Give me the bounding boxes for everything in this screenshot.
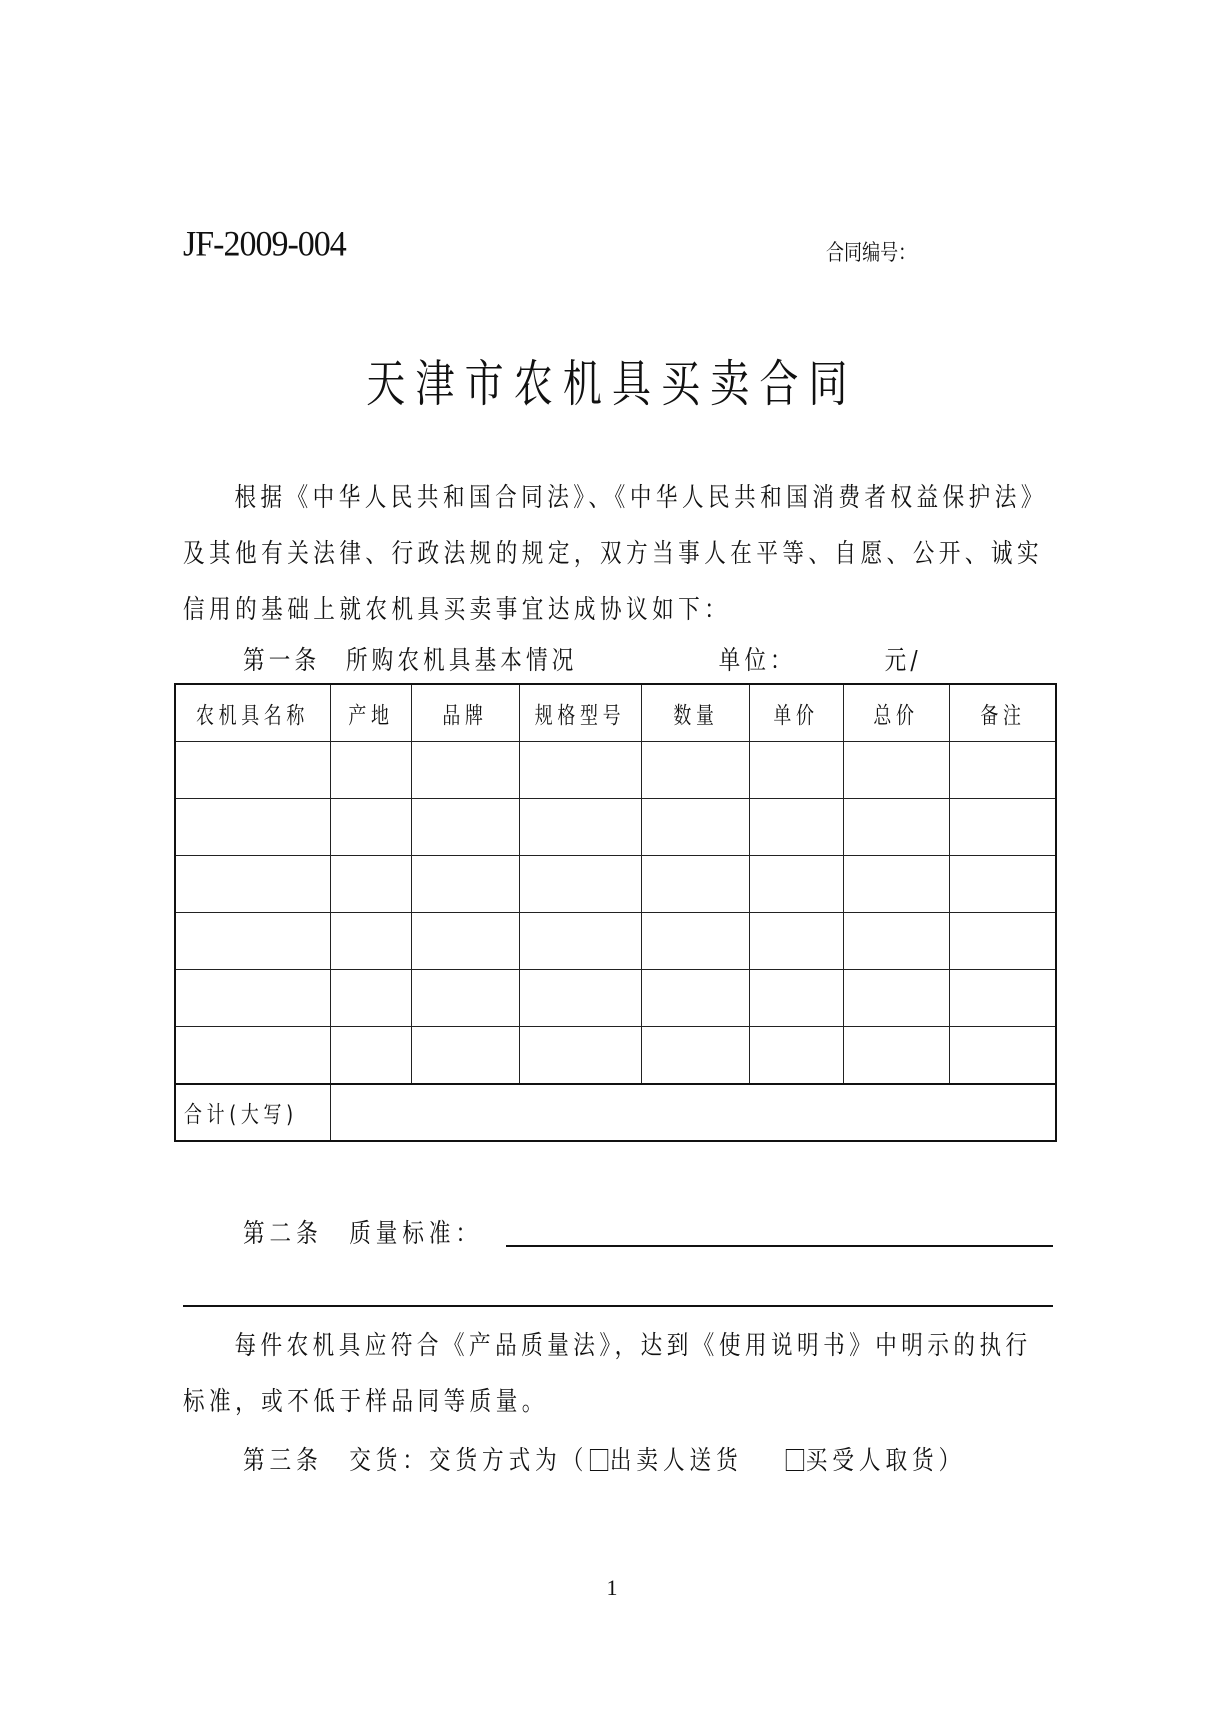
table-cell[interactable] (412, 856, 519, 913)
table-cell[interactable] (843, 1027, 949, 1085)
table-row (175, 856, 1056, 913)
table-cell[interactable] (330, 799, 411, 856)
table-cell[interactable] (412, 970, 519, 1027)
column-header: 规格型号 (519, 684, 642, 742)
unit-label: 单位： (718, 646, 796, 676)
table-cell[interactable] (330, 913, 411, 970)
preamble-paragraph: 根据《中华人民共和国合同法》、《中华人民共和国消费者权益保护法》及其他有关法律、行政法规的规定，双方当事人在平等、自愿、公开、诚实信用的基础上就农机具买卖事宜达成协议如下： (183, 483, 1047, 625)
article-2-heading: 第二条 质量标准： (243, 1219, 483, 1249)
column-header: 单价 (750, 684, 843, 742)
table-cell[interactable] (519, 1027, 642, 1085)
table-cell[interactable] (843, 970, 949, 1027)
article-1-heading: 第一条 所购农机具基本情况 (243, 646, 578, 676)
table-cell[interactable] (519, 856, 642, 913)
table-row (175, 970, 1056, 1027)
checkbox-buyer-pickup[interactable] (786, 1449, 804, 1471)
page-number: 1 (606, 1575, 618, 1600)
column-header: 农机具名称 (175, 684, 330, 742)
table-cell[interactable] (750, 856, 843, 913)
table-cell[interactable] (642, 970, 750, 1027)
table-cell[interactable] (750, 742, 843, 799)
table-cell[interactable] (750, 1027, 843, 1085)
table-cell[interactable] (175, 799, 330, 856)
table-row (175, 799, 1056, 856)
total-value-field[interactable] (330, 1084, 1056, 1141)
table-cell[interactable] (175, 742, 330, 799)
option-buyer-pickup-label: 买受人取货 (805, 1446, 939, 1476)
table-cell[interactable] (950, 799, 1056, 856)
table-cell[interactable] (750, 970, 843, 1027)
column-header: 品牌 (412, 684, 519, 742)
table-cell[interactable] (950, 856, 1056, 913)
article-2-body: 每件农机具应符合《产品质量法》，达到《使用说明书》中明示的执行标准，或不低于样品同等质量。 (183, 1331, 1032, 1417)
items-table (174, 683, 1057, 1142)
table-cell[interactable] (519, 913, 642, 970)
table-row (175, 742, 1056, 799)
table-cell[interactable] (412, 799, 519, 856)
table-cell[interactable] (642, 1027, 750, 1085)
table-cell[interactable] (175, 970, 330, 1027)
table-header-row (175, 684, 1056, 742)
article-3-heading: 第三条 交货：交货方式为（ (243, 1446, 589, 1476)
table-cell[interactable] (175, 856, 330, 913)
table-cell[interactable] (412, 742, 519, 799)
checkbox-seller-delivery[interactable] (590, 1449, 608, 1471)
article-1-heading-row (243, 640, 922, 677)
table-cell[interactable] (519, 799, 642, 856)
document-code: JF-2009-004 (183, 225, 346, 264)
table-cell[interactable] (950, 742, 1056, 799)
table-cell[interactable] (642, 799, 750, 856)
document-title: 天津市农机具买卖合同 (366, 355, 858, 413)
table-row (175, 913, 1056, 970)
table-cell[interactable] (330, 970, 411, 1027)
table-cell[interactable] (330, 742, 411, 799)
table-cell[interactable] (950, 970, 1056, 1027)
contract-number-label: 合同编号： (826, 241, 917, 266)
option-seller-delivery-label: 出卖人送货 (609, 1446, 743, 1476)
column-header: 备注 (950, 684, 1056, 742)
table-cell[interactable] (330, 1027, 411, 1085)
column-header: 数量 (642, 684, 750, 742)
table-cell[interactable] (843, 856, 949, 913)
table-cell[interactable] (750, 799, 843, 856)
table-cell[interactable] (843, 913, 949, 970)
table-row (175, 1027, 1056, 1085)
total-label: 合计(大写) (175, 1084, 330, 1141)
table-cell[interactable] (950, 1027, 1056, 1085)
article-3-row (243, 1440, 965, 1477)
column-header: 总价 (843, 684, 949, 742)
quality-standard-field-continued[interactable] (183, 1305, 1053, 1307)
article-3-close: ） (938, 1446, 966, 1476)
table-cell[interactable] (642, 913, 750, 970)
quality-standard-field[interactable] (506, 1245, 1053, 1247)
table-cell[interactable] (412, 913, 519, 970)
column-header: 产地 (330, 684, 411, 742)
table-cell[interactable] (642, 742, 750, 799)
unit-value: 元/ (884, 646, 922, 676)
table-cell[interactable] (642, 856, 750, 913)
table-cell[interactable] (519, 970, 642, 1027)
table-cell[interactable] (843, 799, 949, 856)
table-cell[interactable] (950, 913, 1056, 970)
total-row (175, 1084, 1056, 1141)
table-cell[interactable] (330, 856, 411, 913)
table-cell[interactable] (412, 1027, 519, 1085)
table-cell[interactable] (519, 742, 642, 799)
table-cell[interactable] (750, 913, 843, 970)
table-cell[interactable] (175, 913, 330, 970)
table-cell[interactable] (843, 742, 949, 799)
table-cell[interactable] (175, 1027, 330, 1085)
